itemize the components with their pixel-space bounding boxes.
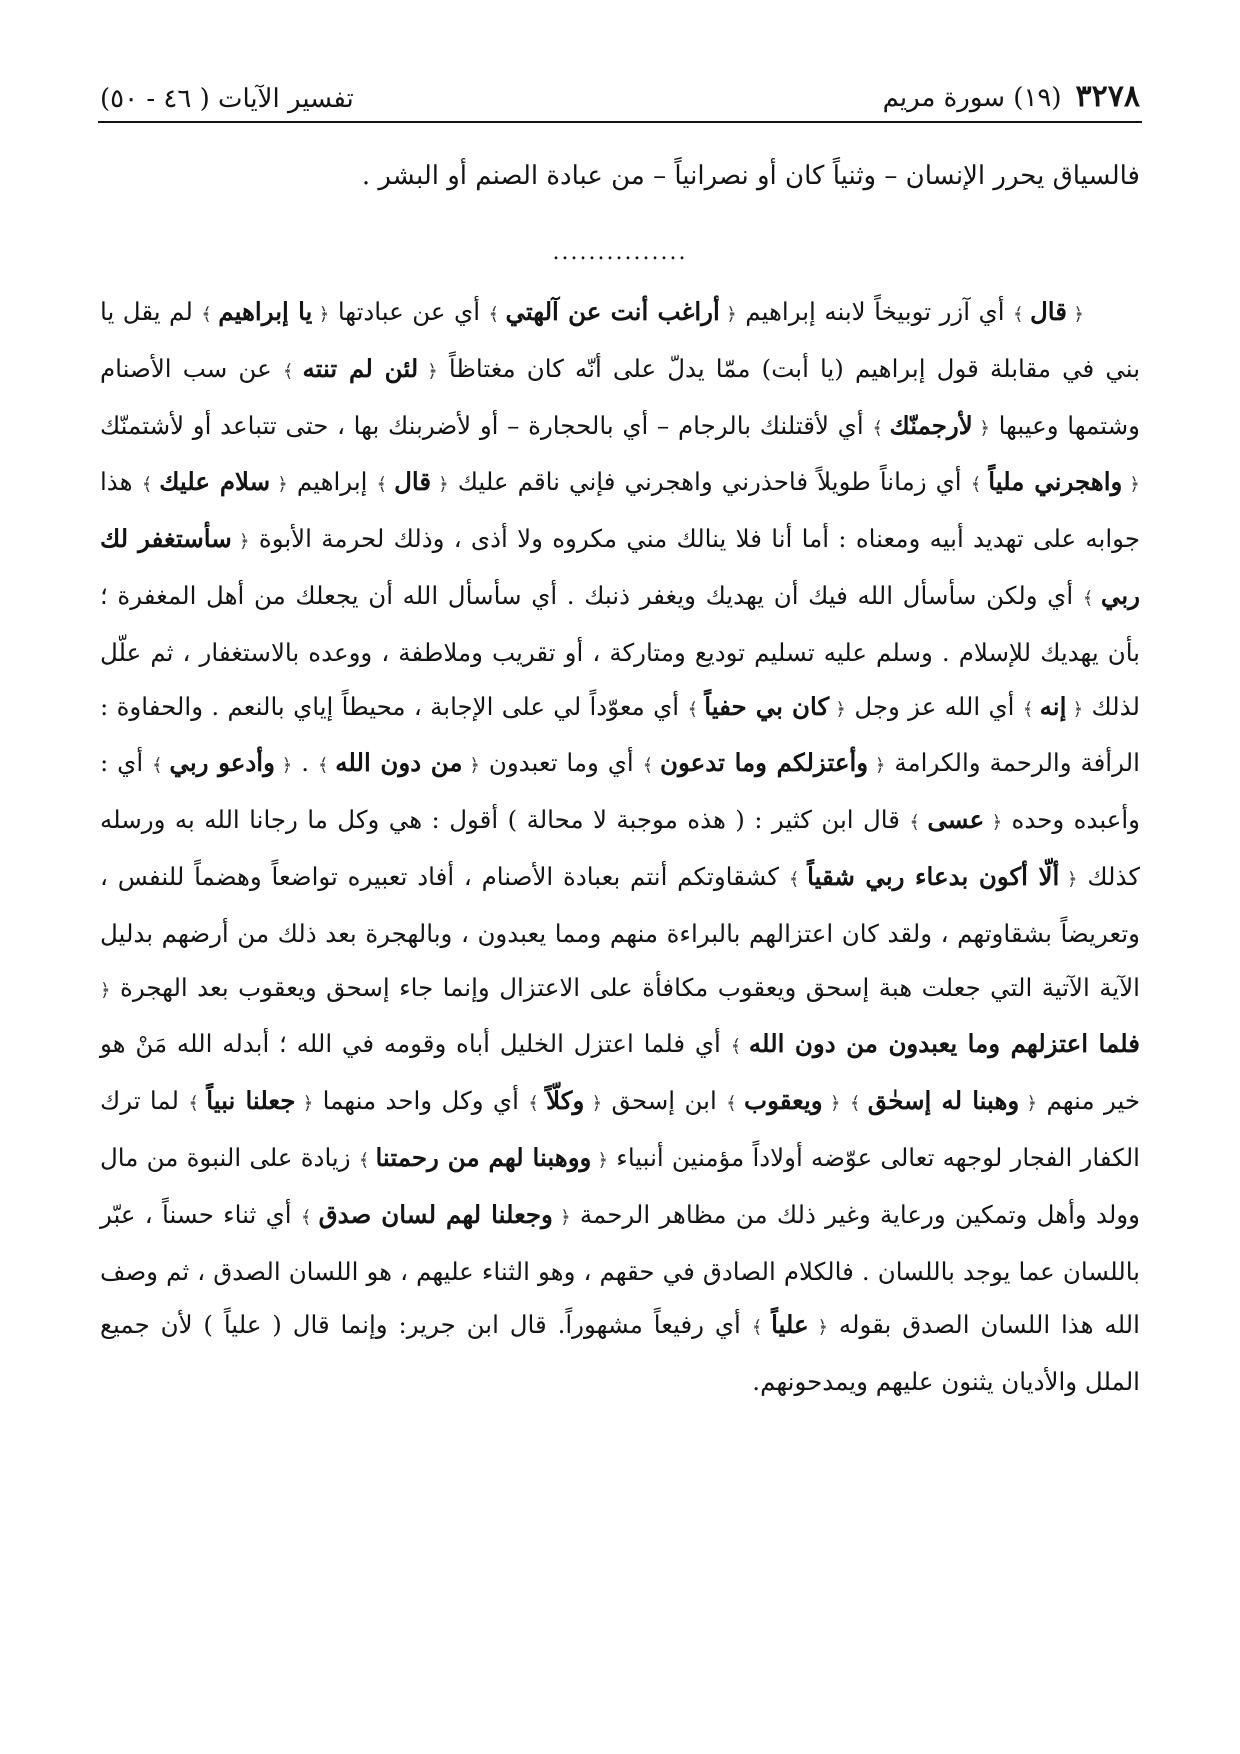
quran-bracket-open: ﴿ — [231, 531, 250, 553]
quran-bracket-open: ﴿ — [868, 755, 886, 777]
quran-bracket-close: ﴾ — [358, 1149, 376, 1171]
section-title: تفسير الآيات ( ٤٦ - ٥٠) — [100, 84, 354, 114]
lead-paragraph: فالسياق يحرر الإنسان – وثنياً كان أو نصرانياً – من عبادة الصنم أو البشر . — [361, 161, 1140, 191]
commentary-text: عن سب الأصنام وشتمها وعيبها — [100, 353, 1140, 440]
quran-quote: واهجرني ملياً — [988, 467, 1123, 497]
quran-bracket-open: ﴿ — [591, 1149, 609, 1171]
commentary-text: أي زماناً طويلاً فاحذرني واهجرني فإني ناقم عليك — [448, 467, 971, 497]
header-right — [883, 79, 1140, 114]
quran-bracket-open: ﴿ — [1066, 698, 1084, 720]
quran-bracket-close: ﴾ — [909, 812, 928, 834]
quran-bracket-open: ﴿ — [808, 1317, 828, 1339]
quran-quote: يا إبراهيم — [218, 297, 313, 326]
commentary-text — [841, 1086, 850, 1115]
quran-bracket-open: ﴿ — [1122, 474, 1140, 496]
surah-title: (١٩) سورة مريم — [882, 83, 1062, 113]
quran-bracket-open: ﴿ — [984, 812, 1003, 834]
commentary-text: أي لأقتلنك بالرجام – أي بالحجارة – أو لأضربنك بها ، حتى تتباعد أو لأشتمنّك — [100, 410, 873, 440]
quran-quote: لأرجمنّك — [889, 410, 973, 440]
commentary-text: أي معوّداً لي على الإجابة ، محيطاً إياي بالنعم . والحفاوة : الرأفة والرحمة والكرامة — [100, 691, 1140, 778]
commentary-text: أي وكل واحد منهما — [313, 1086, 529, 1116]
quran-bracket-open: ﴿ — [1019, 1093, 1038, 1115]
commentary-text: لما ترك الكفار الفجار لوجهه تعالى عوّضه أولاداً مؤمنين أنبياء — [100, 1086, 1140, 1172]
quran-bracket-close: ﴾ — [1022, 698, 1040, 720]
commentary-text: إبراهيم — [287, 467, 377, 497]
quran-quote: سأستغفر لك ربي — [100, 524, 1140, 610]
quran-quote: أراغب أنت عن آلهتي — [505, 297, 720, 326]
quran-quote: إنه — [1039, 691, 1067, 721]
commentary-text: أي آزر توبيخاً لابنه إبراهيم — [736, 297, 1014, 326]
quran-bracket-close: ﴾ — [152, 755, 170, 777]
commentary-text: أي ثناء حسناً ، عبّر باللسان عما يوجد باللسان . فالكلام الصادق في حقهم ، وهو الثناء عليهم ، هو اللسان الصدق ، ثم وصف الله هذا اللسان الصدق بقوله — [100, 1199, 1140, 1340]
quran-bracket-close: ﴾ — [141, 474, 160, 496]
quran-bracket-close: ﴾ — [788, 868, 808, 890]
quran-bracket-open: ﴿ — [418, 360, 438, 382]
quran-bracket-close: ﴾ — [188, 1093, 207, 1115]
quran-bracket-open: ﴿ — [552, 1206, 571, 1228]
commentary-text: قال ابن كثير : ( هذه موجبة لا محالة ) أقول : هي وكل ما رجانا الله به ورسله كذلك — [100, 805, 1140, 891]
quran-quote: ووهبنا لهم من رحمتنا — [375, 1142, 592, 1172]
quran-bracket-close: ﴾ — [726, 1093, 745, 1115]
quran-quote: ويعقوب — [744, 1086, 823, 1116]
quran-bracket-close: ﴾ — [376, 474, 395, 496]
quran-bracket-open: ﴿ — [274, 755, 293, 777]
quran-quote: وجعلنا لهم لسان صدق — [318, 1199, 553, 1229]
quran-bracket-open: ﴿ — [822, 1093, 841, 1115]
quran-quote: ألّا أكون بدعاء ربي شقياً — [807, 861, 1060, 891]
quran-quote: وهبنا له إسحٰق — [867, 1086, 1020, 1116]
quran-bracket-close: ﴾ — [751, 1317, 772, 1339]
commentary-text: ابن إسحق — [602, 1086, 727, 1116]
quran-quote: وأدعو ربي — [169, 748, 275, 778]
quran-bracket-close: ﴾ — [687, 698, 705, 720]
quran-quote: وأعتزلكم وما تدعون — [660, 748, 869, 778]
quran-bracket-close: ﴾ — [1013, 304, 1030, 325]
quran-bracket-open: ﴿ — [1059, 868, 1078, 890]
quran-quote: كان بي حفياً — [704, 691, 830, 721]
quran-bracket-open: ﴿ — [295, 1093, 314, 1115]
section-separator: ............... — [552, 240, 688, 265]
commentary-text: . — [292, 748, 318, 778]
quran-bracket-close: ﴾ — [201, 304, 219, 325]
quran-quote: جعلنا نبياً — [206, 1086, 296, 1116]
quran-bracket-close: ﴾ — [488, 304, 506, 325]
quran-quote: عسى — [927, 805, 985, 835]
quran-bracket-close: ﴾ — [317, 755, 336, 777]
commentary-text: أي الله عز وجل — [845, 691, 1023, 721]
quran-quote: من دون الله — [335, 748, 463, 778]
quran-bracket-open: ﴿ — [100, 979, 111, 1001]
page-number: ٣٢٧٨ — [1075, 79, 1140, 114]
quran-quote: فلما اعتزلهم وما يعبدون من دون الله — [748, 1029, 1140, 1059]
commentary-text: زيادة على النبوة من مال وولد وأهل وتمكين ورعاية وغير ذلك من مظاهر الرحمة — [100, 1142, 1140, 1229]
quran-quote: قال — [1030, 297, 1067, 326]
commentary-text: أي وما تعبدون — [479, 748, 643, 778]
tafsir-body — [100, 285, 1140, 1409]
quran-bracket-open: ﴿ — [462, 755, 480, 777]
quran-quote: سلام عليك — [159, 467, 271, 497]
quran-bracket-close: ﴾ — [970, 474, 989, 496]
quran-bracket-close: ﴾ — [1082, 587, 1101, 609]
quran-bracket-open: ﴿ — [972, 417, 990, 439]
quran-bracket-open: ﴿ — [829, 698, 846, 720]
quran-bracket-open: ﴿ — [270, 474, 288, 496]
quran-bracket-open: ﴿ — [431, 474, 449, 496]
quran-quote: قال — [394, 467, 432, 497]
commentary-text: أي ولكن سأسأل الله فيك أن يهديك ويغفر ذنبك . أي سأسأل الله أن يجعلك من أهل المغفرة ؛ بأن يهديك للإسلام . وسلم عليه تسليم توديع ومتاركة ، أو تقريب وملاطفة ، ووعده بالاستغفار ، ثم علّل لذلك — [100, 580, 1140, 721]
quran-bracket-close: ﴾ — [300, 1206, 319, 1228]
quran-bracket-close: ﴾ — [528, 1093, 547, 1115]
commentary-text: أي فلما اعتزل الخليل أباه وقومه في الله ؛ أبدله الله مَنْ هو خير منهم — [100, 1029, 1141, 1116]
header-rule — [98, 121, 1142, 123]
quran-bracket-close: ﴾ — [282, 360, 303, 382]
quran-bracket-open: ﴿ — [584, 1093, 603, 1115]
tafsir-paragraph — [100, 285, 1140, 1409]
quran-bracket-open: ﴿ — [312, 304, 330, 325]
quran-quote: علياً — [771, 1310, 809, 1340]
commentary-text: أي : وأعبده وحده — [100, 748, 1140, 835]
quran-bracket-close: ﴾ — [642, 755, 660, 777]
quran-bracket-close: ﴾ — [730, 1036, 749, 1058]
commentary-text: هذا جوابه على تهديد أبيه ومعناه : أما أنا فلا ينالك مني مكروه ولا أذى ، وذلك لحرمة الأبوة — [100, 467, 1140, 554]
commentary-text: أي رفيعاً مشهوراً. قال ابن جرير: وإنما قال ( علياً ) لأن جميع الملل والأديان يثنون عليهم ويمدحونهم. — [100, 1310, 1140, 1397]
quran-quote: وكلّاً — [546, 1086, 585, 1116]
commentary-text: كشقاوتكم أنتم بعبادة الأصنام ، أفاد تعبيره تواضعاً وهضماً للنفس ، وتعريضاً بشقاوتهم ، ولقد كان اعتزالهم بالبراءة منهم ومما يعبدون ، وبالهجرة بعد ذلك من أرضهم بدليل الآية الآتية التي جعلت هبة إسحق ويعقوب مكافأة على الاعتزال وإنما جاء إسحق ويعقوب بعد الهجرة — [100, 861, 1140, 1002]
quran-bracket-open: ﴿ — [1066, 304, 1084, 325]
quran-bracket-open: ﴿ — [719, 304, 737, 325]
quran-quote: لئن لم تنته — [302, 353, 419, 383]
commentary-text: أي عن عبادتها — [329, 297, 489, 326]
commentary-text: لم يقل يا بني في مقابلة قول إبراهيم (يا أبت) ممّا يدلّ على أنّه كان مغتاظاً — [100, 297, 1141, 383]
quran-bracket-close: ﴾ — [849, 1093, 868, 1115]
page-header — [100, 78, 1140, 114]
quran-bracket-close: ﴾ — [872, 417, 890, 439]
